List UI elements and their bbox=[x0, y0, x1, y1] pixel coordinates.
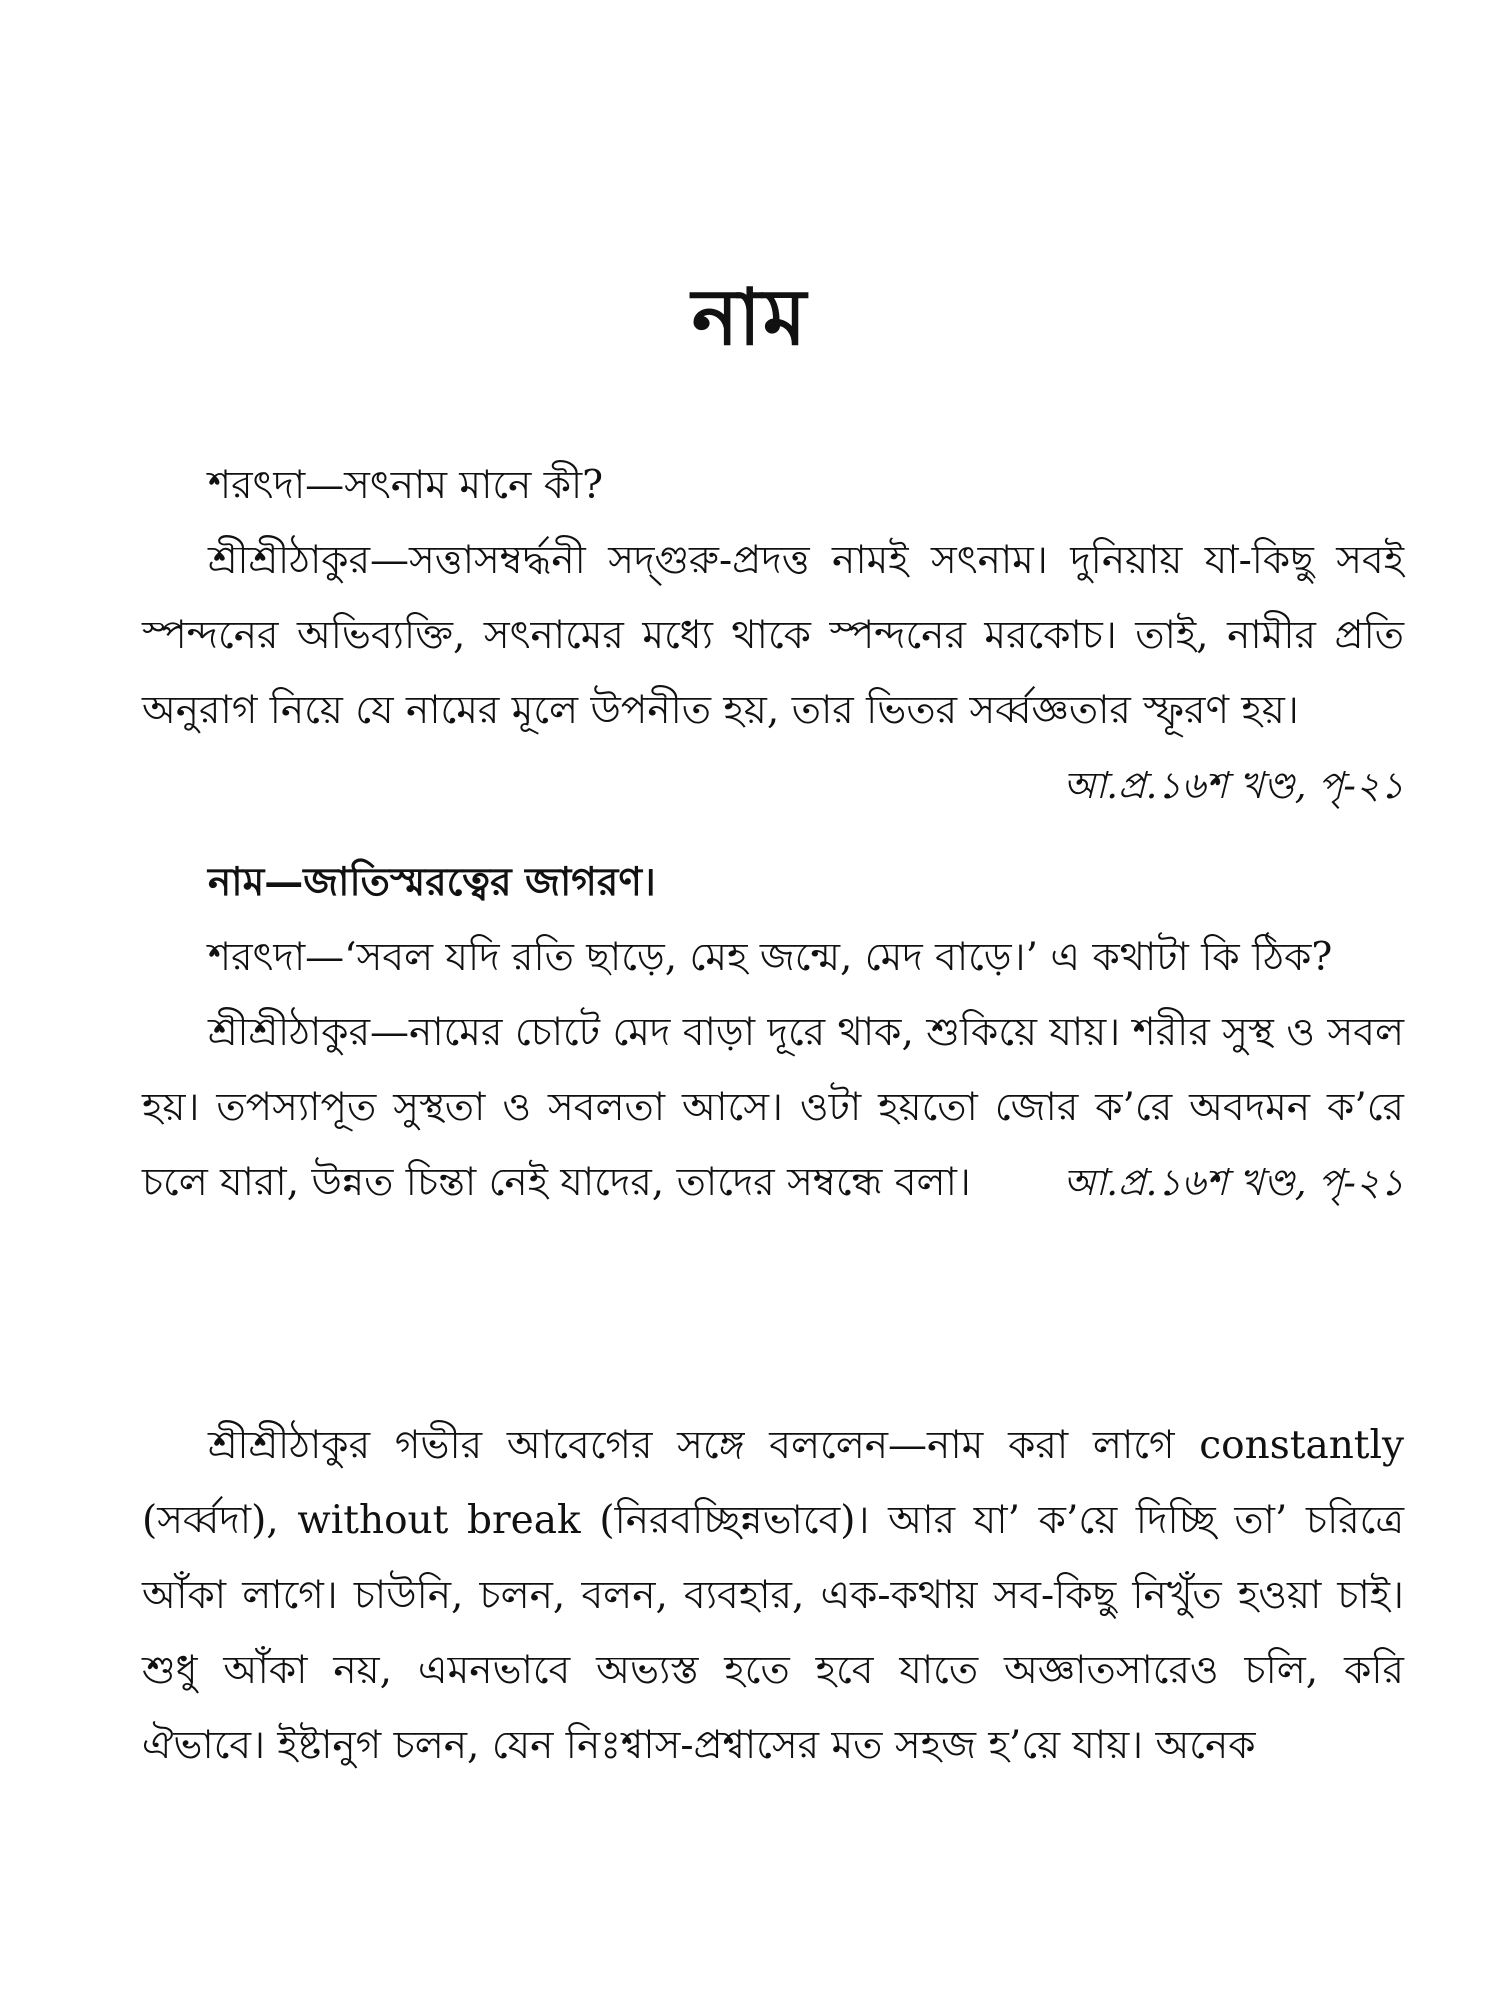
answer-paragraph bbox=[142, 995, 1404, 1220]
answer-paragraph bbox=[142, 523, 1404, 807]
question-paragraph: শরৎদা—সৎনাম মানে কী? bbox=[208, 463, 604, 508]
question-paragraph: শরৎদা—‘সবল যদি রতি ছাড়ে, মেহ জন্মে, মেদ বাড়ে।’ এ কথাটা কি ঠিক? bbox=[208, 935, 1333, 980]
section-satnam bbox=[142, 448, 1404, 823]
section-jatismaratva bbox=[142, 845, 1404, 1220]
answer-text: শ্রীশ্রীঠাকুর—নামের চোটে মেদ বাড়া দূরে থাক, শুকিয়ে যায়। শরীর সুস্থ ও সবল হয়। তপস্যাপূত সুস্থতা ও সবলতা আসে। ওটা হয়তো জোর ক’রে অবদমন ক’রে চলে যারা, উন্নত চিন্তা নেই যাদের, তাদের সম্বন্ধে বলা। bbox=[142, 1010, 1404, 1205]
answer-text: শ্রীশ্রীঠাকুর—সত্তাসম্বর্দ্ধনী সদ্‌গুরু-প্রদত্ত নামই সৎনাম। দুনিয়ায় যা-কিছু সবই স্পন্দনের অভিব্যক্তি, সৎনামের মধ্যে থাকে স্পন্দনের মরকোচ। তাই, নামীর প্রতি অনুরাগ নিয়ে যে নামের মূলে উপনীত হয়, তার ভিতর সর্ব্বজ্ঞতার স্ফূরণ হয়। bbox=[142, 538, 1404, 733]
section-heading: নাম—জাতিস্মরত্বের জাগরণ। bbox=[208, 859, 656, 905]
page-title: নাম bbox=[691, 272, 809, 363]
body-paragraph: শ্রীশ্রীঠাকুর গভীর আবেগের সঙ্গে বললেন—নাম করা লাগে constantly (সর্ব্বদা), without break (নিরবচ্ছিন্নভাবে)। আর যা’ ক’য়ে দিচ্ছি তা’ চরিত্রে আঁকা লাগে। চাউনি, চলন, বলন, ব্যবহার, এক-কথায় সব-কিছু নিখুঁত হওয়া চাই। শুধু আঁকা নয়, এমনভাবে অভ্যস্ত হতে হবে যাতে অজ্ঞাতসারেও চলি, করি ঐভাবে। ইষ্টানুগ চলন, যেন নিঃশ্বাস-প্রশ্বাসের মত সহজ হ’য়ে যায়। অনেক bbox=[142, 1423, 1404, 1768]
citation: আ.প্র.১৬শ খণ্ড, পৃ-২১ bbox=[1063, 1161, 1404, 1204]
citation: আ.প্র.১৬শ খণ্ড, পৃ-২১ bbox=[1063, 764, 1404, 807]
section-constant-nam bbox=[142, 1408, 1404, 1783]
